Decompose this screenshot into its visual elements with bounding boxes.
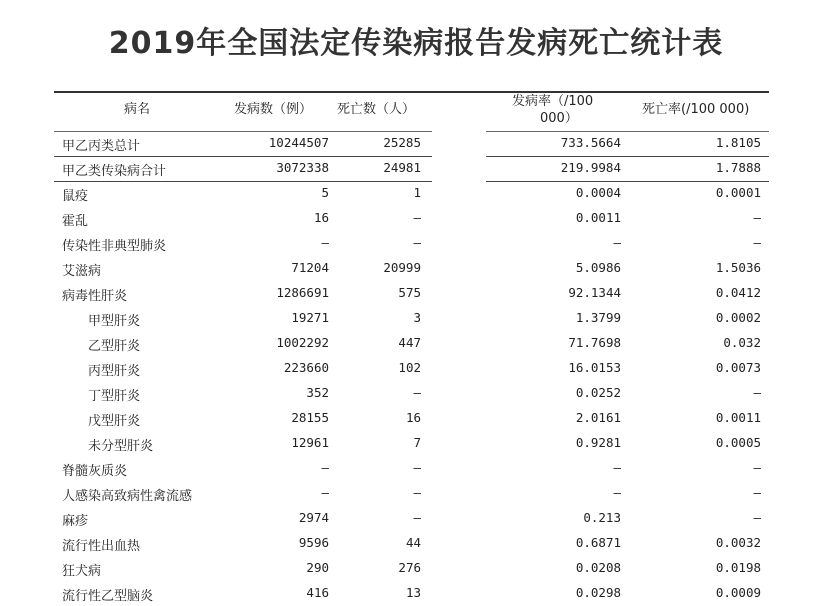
row-cases: 1002292 xyxy=(276,335,329,350)
row-mortality: – xyxy=(753,460,761,475)
row-incidence: 0.0298 xyxy=(575,585,621,600)
row-name: 甲乙丙类总计 xyxy=(62,139,141,154)
row-name: 甲乙类传染病合计 xyxy=(62,164,167,179)
row-incidence: 1.3799 xyxy=(575,310,621,325)
row-mortality: – xyxy=(753,210,761,225)
row-deaths: 1 xyxy=(413,185,421,200)
row-mortality: – xyxy=(753,485,761,500)
row-name: 流行性出血热 xyxy=(62,539,141,554)
row-cases: 3072338 xyxy=(276,160,329,175)
row-deaths: 276 xyxy=(398,560,421,575)
page-title: 2019年全国法定传染病报告发病死亡统计表 xyxy=(108,26,724,61)
row-deaths: 16 xyxy=(405,410,421,425)
header-incidence-line2: 000） xyxy=(540,111,578,126)
row-incidence: 71.7698 xyxy=(568,335,621,350)
row-mortality: 1.7888 xyxy=(715,160,761,175)
table-row xyxy=(54,381,769,406)
row-mortality: 0.0001 xyxy=(715,185,761,200)
row-deaths: – xyxy=(413,235,421,250)
row-mortality: 0.0011 xyxy=(715,410,761,425)
row-cases: 290 xyxy=(306,560,329,575)
table-row xyxy=(54,281,769,306)
table-header xyxy=(54,91,769,131)
table-row xyxy=(54,331,769,356)
row-mortality: 0.0002 xyxy=(715,310,761,325)
row-rule-right xyxy=(486,156,769,157)
row-incidence: 219.9984 xyxy=(560,160,621,175)
row-mortality: – xyxy=(753,385,761,400)
row-deaths: 447 xyxy=(398,335,421,350)
table-row xyxy=(54,506,769,531)
row-cases: 5 xyxy=(321,185,329,200)
row-incidence: 0.0004 xyxy=(575,185,621,200)
row-incidence: 5.0986 xyxy=(575,260,621,275)
row-incidence: – xyxy=(613,485,621,500)
table-row xyxy=(54,456,769,481)
row-mortality: 1.8105 xyxy=(715,135,761,150)
row-mortality: – xyxy=(753,510,761,525)
row-cases: 12961 xyxy=(291,435,329,450)
table-row xyxy=(54,181,769,206)
row-incidence: 0.9281 xyxy=(575,435,621,450)
table-row xyxy=(54,156,769,181)
row-deaths: 20999 xyxy=(383,260,421,275)
row-name: 乙型肝炎 xyxy=(88,339,141,354)
table-row xyxy=(54,306,769,331)
row-mortality: 0.032 xyxy=(723,335,761,350)
row-name: 丙型肝炎 xyxy=(88,364,141,379)
row-cases: 71204 xyxy=(291,260,329,275)
row-incidence: 2.0161 xyxy=(575,410,621,425)
row-name: 麻疹 xyxy=(62,514,89,529)
row-cases: 2974 xyxy=(298,510,329,525)
row-cases: 223660 xyxy=(283,360,329,375)
row-name: 传染性非典型肺炎 xyxy=(62,239,167,254)
row-deaths: – xyxy=(413,385,421,400)
row-incidence: 16.0153 xyxy=(568,360,621,375)
row-incidence: – xyxy=(613,235,621,250)
table-row xyxy=(54,231,769,256)
row-mortality: 0.0073 xyxy=(715,360,761,375)
row-deaths: 575 xyxy=(398,285,421,300)
table-row xyxy=(54,531,769,556)
row-mortality: 1.5036 xyxy=(715,260,761,275)
row-mortality: – xyxy=(753,235,761,250)
table-row xyxy=(54,431,769,456)
row-rule-left xyxy=(54,181,432,182)
row-cases: 9596 xyxy=(298,535,329,550)
row-name: 流行性乙型脑炎 xyxy=(62,589,154,604)
header-mortality: 死亡率(/100 000) xyxy=(642,102,750,117)
row-incidence: 92.1344 xyxy=(568,285,621,300)
row-name: 鼠疫 xyxy=(62,189,89,204)
row-mortality: 0.0198 xyxy=(715,560,761,575)
row-deaths: – xyxy=(413,460,421,475)
row-cases: 1286691 xyxy=(276,285,329,300)
table-row xyxy=(54,356,769,381)
row-deaths: 25285 xyxy=(383,135,421,150)
row-name: 戊型肝炎 xyxy=(88,414,141,429)
row-cases: – xyxy=(321,485,329,500)
row-deaths: 102 xyxy=(398,360,421,375)
row-incidence: – xyxy=(613,460,621,475)
row-cases: 19271 xyxy=(291,310,329,325)
header-incidence-line1: 发病率（/100 xyxy=(512,94,594,109)
table-row xyxy=(54,256,769,281)
row-cases: – xyxy=(321,460,329,475)
header-name: 病名 xyxy=(124,102,151,117)
table-row xyxy=(54,131,769,156)
row-deaths: 44 xyxy=(405,535,421,550)
row-name: 未分型肝炎 xyxy=(88,439,154,454)
header-deaths: 死亡数（人） xyxy=(337,102,416,117)
row-rule-right xyxy=(486,181,769,182)
row-name: 艾滋病 xyxy=(62,264,102,279)
row-deaths: – xyxy=(413,210,421,225)
row-cases: 28155 xyxy=(291,410,329,425)
row-mortality: 0.0412 xyxy=(715,285,761,300)
row-cases: – xyxy=(321,235,329,250)
row-name: 霍乱 xyxy=(62,214,89,229)
row-name: 狂犬病 xyxy=(62,564,102,579)
table-row xyxy=(54,581,769,606)
row-name: 脊髓灰质炎 xyxy=(62,464,128,479)
row-mortality: 0.0009 xyxy=(715,585,761,600)
row-incidence: 733.5664 xyxy=(560,135,621,150)
row-deaths: 7 xyxy=(413,435,421,450)
table-row xyxy=(54,481,769,506)
row-cases: 352 xyxy=(306,385,329,400)
table-row xyxy=(54,406,769,431)
row-mortality: 0.0032 xyxy=(715,535,761,550)
row-rule-left xyxy=(54,156,432,157)
row-cases: 10244507 xyxy=(268,135,329,150)
header-cases: 发病数（例） xyxy=(234,102,313,117)
row-cases: 16 xyxy=(313,210,329,225)
row-deaths: 3 xyxy=(413,310,421,325)
row-deaths: 13 xyxy=(405,585,421,600)
row-name: 病毒性肝炎 xyxy=(62,289,128,304)
table-row xyxy=(54,556,769,581)
row-incidence: 0.0208 xyxy=(575,560,621,575)
row-name: 人感染高致病性禽流感 xyxy=(62,489,193,504)
row-incidence: 0.0011 xyxy=(575,210,621,225)
row-incidence: 0.6871 xyxy=(575,535,621,550)
row-name: 丁型肝炎 xyxy=(88,389,141,404)
row-cases: 416 xyxy=(306,585,329,600)
table-row xyxy=(54,206,769,231)
row-deaths: – xyxy=(413,510,421,525)
row-deaths: 24981 xyxy=(383,160,421,175)
row-deaths: – xyxy=(413,485,421,500)
row-incidence: 0.0252 xyxy=(575,385,621,400)
row-mortality: 0.0005 xyxy=(715,435,761,450)
row-incidence: 0.213 xyxy=(583,510,621,525)
row-name: 甲型肝炎 xyxy=(88,314,141,329)
